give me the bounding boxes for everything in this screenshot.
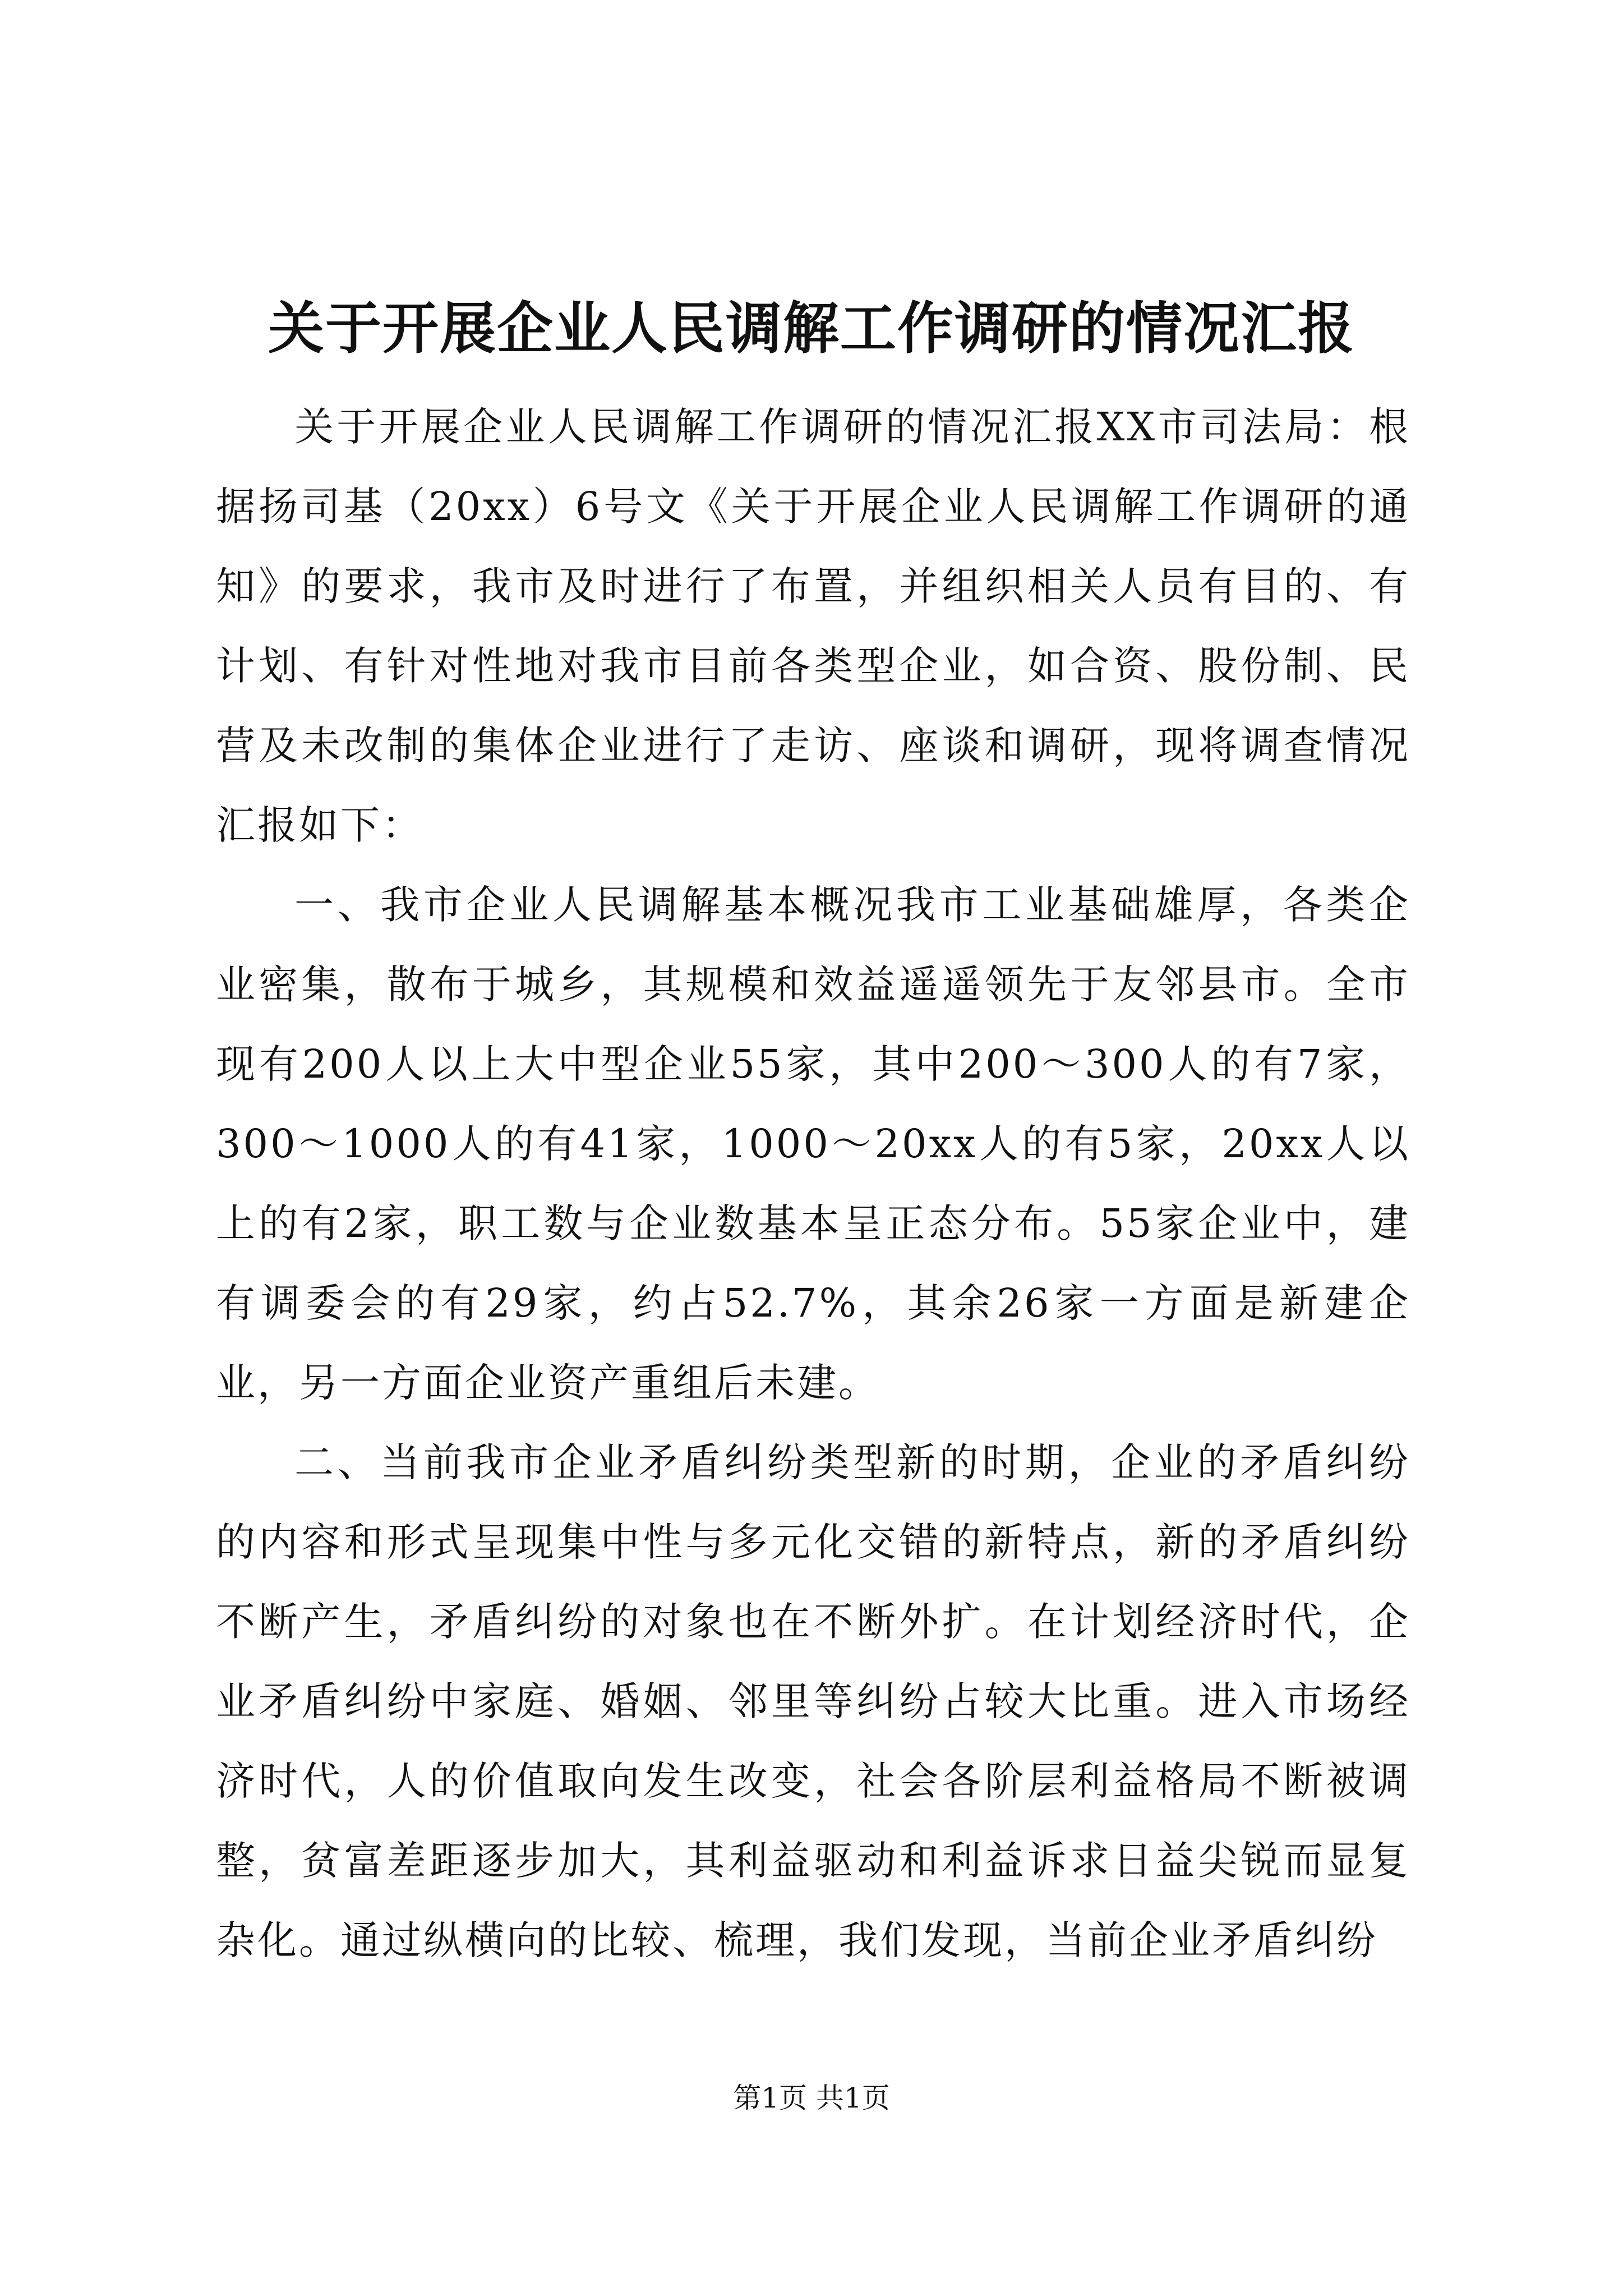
- page-number-footer: 第1页 共1页: [733, 2082, 890, 2114]
- paragraph-intro: 关于开展企业人民调解工作调研的情况汇报XX市司法局：根据扬司基（20xx）6号文《关于开展企业人民调解工作调研的通知》的要求，我市及时进行了布置，并组织相关人员有目的、有计划、有针对性地对我市目前各类型企业，如合资、股份制、民营及未改制的集体企业进行了走访、座谈和调研，现将调查情况汇报如下：: [216, 404, 1410, 848]
- paragraph-section-1: 一、我市企业人民调解基本概况我市工业基础雄厚，各类企业密集，散布于城乡，其规模和效益遥遥领先于友邻县市。全市现有200人以上大中型企业55家，其中200～300人的有7家，300～1000人的有41家，1000～20xx人的有5家，20xx人以上的有2家，职工数与企业数基本呈正态分布。55家企业中，建有调委会的有29家，约占52.7%，其余26家一方面是新建企业，另一方面企业资产重组后未建。: [216, 882, 1410, 1406]
- paragraph-section-2: 二、当前我市企业矛盾纠纷类型新的时期，企业的矛盾纠纷的内容和形式呈现集中性与多元化交错的新特点，新的矛盾纠纷不断产生，矛盾纠纷的对象也在不断外扩。在计划经济时代，企业矛盾纠纷中家庭、婚姻、邻里等纠纷占较大比重。进入市场经济时代，人的价值取向发生改变，社会各阶层利益格局不断被调整，贫富差距逐步加大，其利益驱动和利益诉求日益尖锐而显复杂化。通过纵横向的比较、梳理，我们发现，当前企业矛盾纠纷: [216, 1439, 1410, 1963]
- document-title: 关于开展企业人民调解工作调研的情况汇报: [268, 295, 1355, 361]
- document-body: [216, 387, 1410, 1980]
